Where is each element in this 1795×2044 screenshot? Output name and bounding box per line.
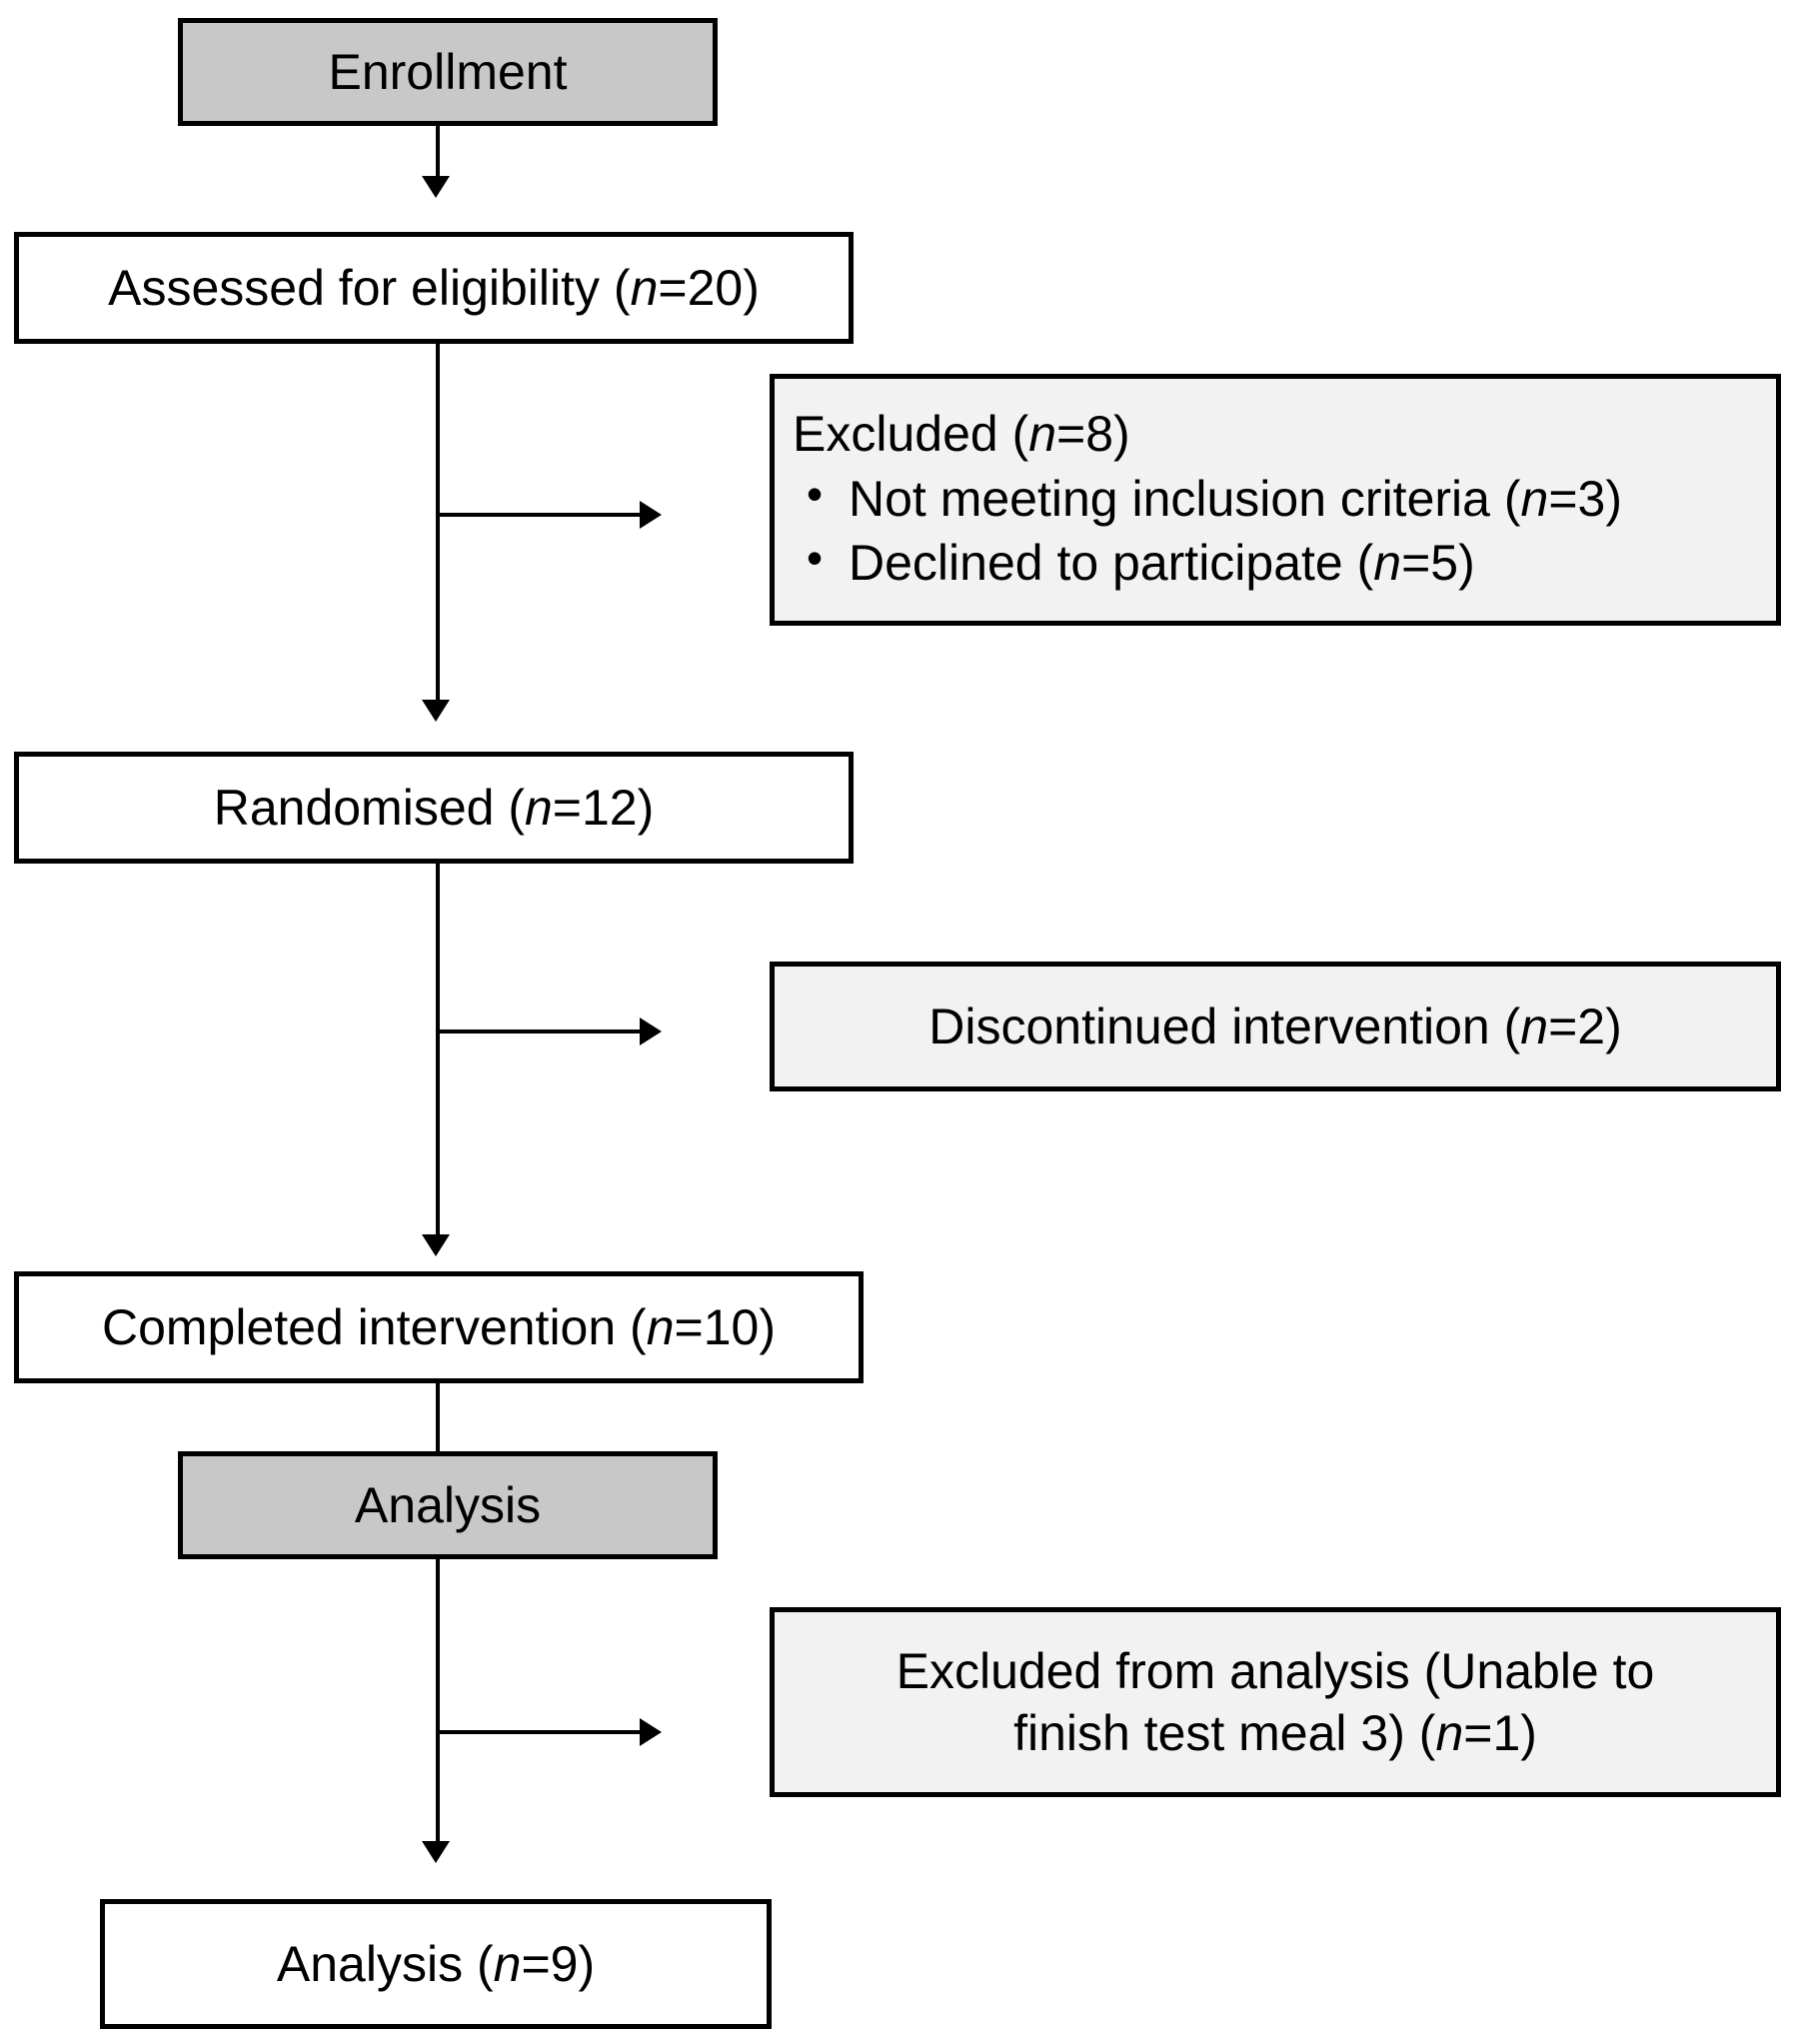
node-completed-intervention-label: Completed intervention (n=10) [101,1298,776,1355]
connector-completed-analysis-header [436,1383,440,1453]
node-completed-intervention [14,1271,864,1383]
arrowhead-analysisheader-analysis [422,1841,450,1863]
list-item: • Declined to participate (n=5) [793,531,1758,595]
arrowhead-randomised-completed [422,1234,450,1256]
connector-assessed-excluded [436,513,646,517]
node-excluded-content [775,396,1776,605]
node-randomised [14,752,854,864]
node-enrollment-label: Enrollment [328,43,568,100]
node-excluded-title: Excluded (n=8) [793,405,1130,462]
node-excluded-from-analysis-line2: finish test meal 3) (n=1) [1013,1705,1537,1761]
node-excluded-from-analysis-label [883,1640,1669,1765]
node-enrollment [178,18,718,126]
connector-analysis-excluded [436,1730,646,1734]
arrowhead-enrollment-assessed [422,176,450,198]
node-assessed-eligibility-label: Assessed for eligibility (n=20) [108,259,760,316]
connector-analysisheader-analysis [436,1559,440,1854]
node-excluded-from-analysis [770,1607,1781,1797]
node-discontinued-label: Discontinued intervention (n=2) [928,998,1622,1054]
node-analysis-final [100,1899,772,2029]
node-excluded [770,374,1781,626]
node-randomised-label: Randomised (n=12) [213,779,655,836]
arrowhead-randomised-discontinued [640,1018,662,1045]
arrowhead-assessed-excluded [640,501,662,529]
node-assessed-eligibility [14,232,854,344]
arrowhead-analysis-excluded [640,1718,662,1746]
connector-assessed-randomised [436,344,440,714]
list-item: • Not meeting inclusion criteria (n=3) [793,467,1758,531]
connector-randomised-completed [436,864,440,1248]
node-discontinued [770,962,1781,1091]
node-excluded-from-analysis-line1: Excluded from analysis (Unable to [896,1642,1655,1699]
arrowhead-assessed-randomised [422,700,450,722]
node-excluded-list [793,467,1758,595]
node-analysis-header-label: Analysis [354,1476,542,1533]
node-analysis-header [178,1451,718,1559]
connector-randomised-discontinued [436,1029,646,1033]
node-analysis-final-label: Analysis (n=9) [276,1935,596,1992]
